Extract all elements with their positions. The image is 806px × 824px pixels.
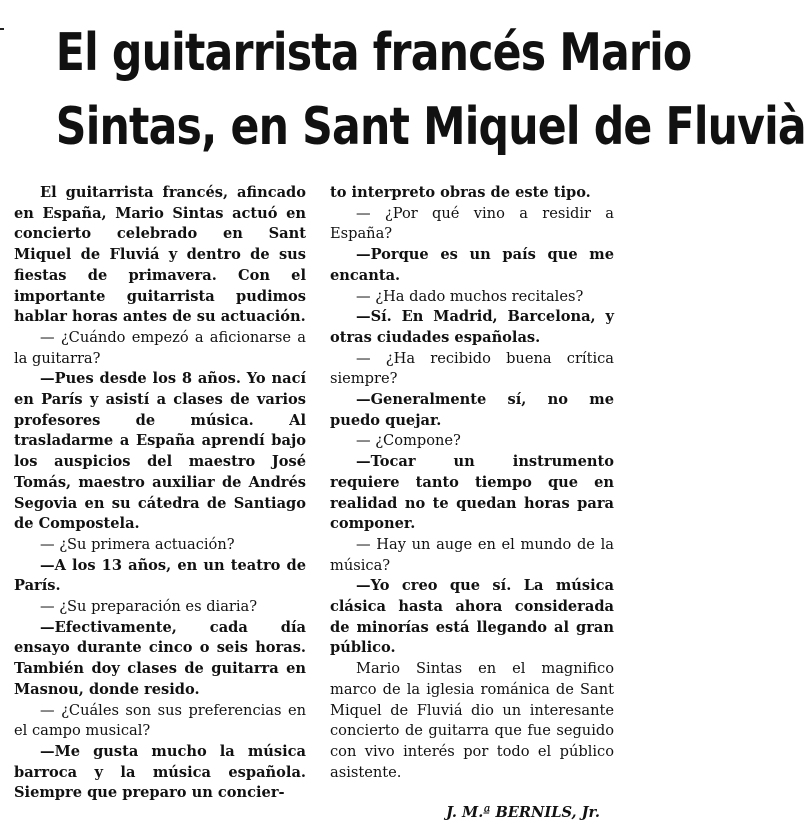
question-paragraph: — ¿Cuándo empezó a aficionarse a la guitarra? — [14, 328, 306, 367]
left-column — [14, 183, 306, 804]
answer-paragraph: —Efectivamente, cada día ensayo durante cinco o seis horas. También doy clases de guitarra en Masnou, donde resido. — [14, 618, 306, 698]
question-paragraph: — ¿Su preparación es diaria? — [40, 598, 258, 616]
author-signature: J. M.ª BERNILS, Jr. — [446, 804, 600, 822]
answer-paragraph: —Generalmente sí, no me puedo quejar. — [330, 391, 614, 429]
question-paragraph: — ¿Por qué vino a residir a España? — [330, 204, 614, 243]
answer-paragraph: —Me gusta mucho la música barroca y la música española. Siempre que preparo un concier- — [14, 742, 306, 802]
question-paragraph: — ¿Cuáles son sus preferencias en el campo musical? — [14, 701, 306, 740]
question-paragraph: — ¿Ha recibido buena crítica siempre? — [330, 349, 614, 388]
question-paragraph: — ¿Compone? — [356, 432, 461, 450]
answer-continuation: to interpreto obras de este tipo. — [330, 184, 591, 201]
headline — [55, 16, 806, 164]
answer-paragraph: —Porque es un país que me encanta. — [330, 246, 614, 284]
margin-mark — [0, 28, 4, 30]
right-column — [330, 183, 614, 824]
intro-paragraph: El guitarrista francés, afincado en España, Mario Sintas actuó en concierto celebrado en Sant Miquel de Fluviá y dentro de sus fiestas de primavera. Con el importante guitarrista pudimos hablar horas antes de su actuación. — [14, 184, 306, 326]
question-paragraph: — ¿Su primera actuación? — [40, 535, 235, 553]
closing-paragraph: Mario Sintas en el magnifico marco de la iglesia románica de Sant Miquel de Fluviá dio un interesante concierto de guitarra que fue seguido con vivo interés por todo el público asistente. — [330, 660, 614, 781]
answer-paragraph: —Sí. En Madrid, Barcelona, y otras ciudades españolas. — [330, 308, 614, 346]
answer-paragraph: —Yo creo que sí. La música clásica hasta ahora considerada de minorías está llegando al gran público. — [330, 577, 614, 657]
answer-paragraph: —Tocar un instrumento requiere tanto tiempo que en realidad no te quedan horas para componer. — [330, 453, 614, 533]
headline-line-1: El guitarrista francés Mario — [55, 23, 692, 83]
answer-paragraph: —A los 13 años, en un teatro de París. — [14, 556, 306, 595]
question-paragraph: — ¿Ha dado muchos recitales? — [356, 287, 584, 305]
question-paragraph: — Hay un auge en el mundo de la música? — [330, 535, 614, 574]
answer-paragraph: —Pues desde los 8 años. Yo nací en París y asistí a clases de varios profesores de música. Al trasladarme a España aprendí bajo los auspicios del maestro José Tomás, maestro auxiliar de Andrés Segovia en su cátedra de Santiago de Compostela. — [14, 370, 306, 533]
headline-line-2: Sintas, en Sant Miquel de Fluvià — [55, 97, 806, 157]
